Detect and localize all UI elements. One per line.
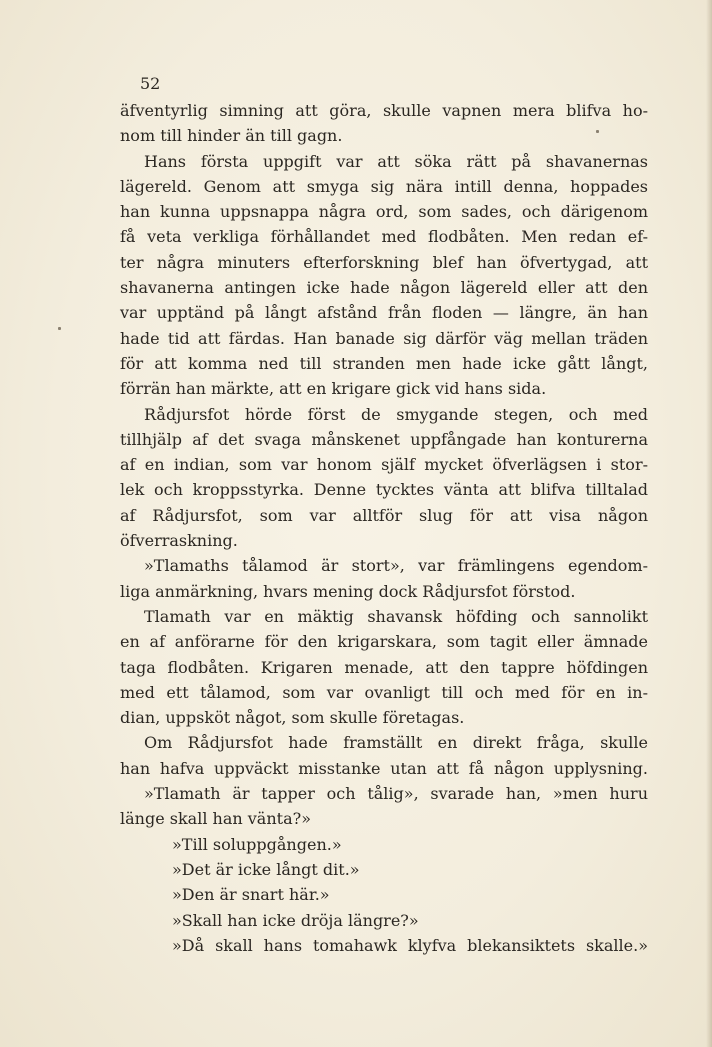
- page-edge-shadow: [706, 0, 712, 1047]
- dialog-line: »Till soluppgången.»: [172, 834, 342, 854]
- text-line: var upptänd på långt afstånd från floden — längre, än han: [120, 303, 648, 323]
- text-line: nom till hinder än till gagn.: [120, 126, 343, 146]
- text-line: Tlamath var en mäktig shavansk höfding och sannolikt: [144, 606, 648, 626]
- dialog-line: »Då skall hans tomahawk klyfva blekansiktets skalle.»: [172, 935, 648, 955]
- text-line: tillhjälp af det svaga månskenet uppfångade han konturerna: [120, 429, 648, 449]
- text-line: Om Rådjursfot hade framställt en direkt fråga, skulle: [144, 733, 648, 753]
- text-line: äfventyrlig simning att göra, skulle vapnen mera blifva ho-: [120, 101, 648, 120]
- text-line: Hans första uppgift var att söka rätt på shavanernas: [144, 151, 648, 171]
- text-line: »Tlamaths tålamod är stort», var främlingens egendom-: [144, 556, 648, 576]
- text-line: med ett tålamod, som var ovanligt till och med för en in-: [120, 682, 648, 702]
- dialog-line: »Den är snart här.»: [172, 885, 330, 905]
- text-line: liga anmärkning, hvars mening dock Rådjursfot förstod.: [120, 581, 576, 601]
- text-line: en af anförarne för den krigarskara, som tagit eller ämnade: [120, 632, 648, 652]
- text-line: han kunna uppsnappa några ord, som sades, och därigenom: [120, 202, 648, 222]
- text-line: shavanerna antingen icke hade någon lägereld eller att den: [120, 278, 648, 298]
- text-line: få veta verkliga förhållandet med flodbåten. Men redan ef-: [120, 227, 648, 247]
- text-line: ter några minuters efterforskning blef han öfvertygad, att: [120, 252, 648, 272]
- page-number: 52: [140, 74, 161, 93]
- text-line: hade tid att färdas. Han banade sig därför väg mellan träden: [120, 328, 648, 348]
- text-line: dian, uppsköt något, som skulle företagas.: [120, 708, 465, 728]
- text-line: af Rådjursfot, som var alltför slug för att visa någon: [120, 505, 648, 525]
- text-line: lek och kroppsstyrka. Denne tycktes vänta att blifva tilltalad: [120, 480, 648, 500]
- dialog-line: »Skall han icke dröja längre?»: [172, 910, 419, 930]
- text-line: han hafva uppväckt misstanke utan att få någon upplysning.: [120, 758, 648, 778]
- text-line: länge skall han vänta?»: [120, 809, 311, 829]
- text-line: förrän han märkte, att en krigare gick vid hans sida.: [120, 379, 547, 399]
- paper-speck: [596, 130, 599, 133]
- paper-speck: [58, 327, 61, 330]
- text-line: af en indian, som var honom själf mycket öfverlägsen i stor-: [120, 455, 648, 475]
- dialog-line: »Det är icke långt dit.»: [172, 859, 360, 879]
- text-line: Rådjursfot hörde först de smygande stegen, och med: [144, 404, 648, 424]
- text-line: lägereld. Genom att smyga sig nära intill denna, hoppades: [120, 176, 648, 196]
- text-line: för att komma ned till stranden men hade icke gått långt,: [120, 353, 648, 373]
- text-line: »Tlamath är tapper och tålig», svarade han, »men huru: [144, 784, 648, 804]
- text-line: taga flodbåten. Krigaren menade, att den tappre höfdingen: [120, 657, 648, 677]
- body-text: [120, 98, 648, 958]
- text-line: öfverraskning.: [120, 531, 238, 551]
